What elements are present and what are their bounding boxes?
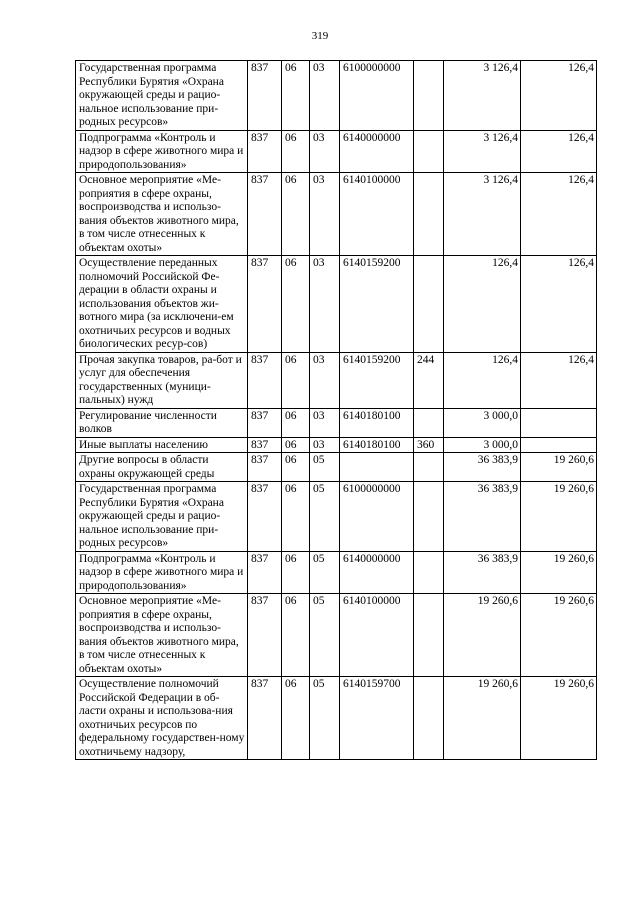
- item-name-cell: Основное мероприятие «Ме-роприятия в сфере охраны, воспроизводства и использо-вания объектов животного мира, в том числе отнесенных к объектам охоты»: [76, 173, 248, 256]
- item-name-cell: Осуществление полномочий Российской Федерации в об-ласти охраны и использова-ния охотничьих ресурсов по федеральному государствен-ному охотничьему надзору,: [76, 677, 248, 760]
- ministry-code-cell: 837: [248, 594, 282, 677]
- amount-cell: 19 260,6: [521, 677, 597, 760]
- subsection-code-cell: 03: [310, 408, 340, 437]
- item-name-cell: Иные выплаты населению: [76, 437, 248, 453]
- expense-type-cell: 244: [414, 352, 444, 408]
- section-code-cell: 06: [282, 482, 310, 552]
- table-row: [76, 408, 597, 437]
- section-code-cell: 06: [282, 437, 310, 453]
- expense-type-cell: [414, 61, 444, 131]
- target-article-cell: 6140000000: [340, 130, 414, 173]
- section-code-cell: 06: [282, 677, 310, 760]
- target-article-cell: 6140180100: [340, 408, 414, 437]
- subsection-code-cell: 03: [310, 256, 340, 353]
- section-code-cell: 06: [282, 453, 310, 482]
- table-row: [76, 61, 597, 131]
- ministry-code-cell: 837: [248, 453, 282, 482]
- table-row: [76, 173, 597, 256]
- ministry-code-cell: 837: [248, 677, 282, 760]
- target-article-cell: [340, 453, 414, 482]
- amount-cell: 19 260,6: [521, 551, 597, 594]
- expense-type-cell: [414, 453, 444, 482]
- amount-cell: 3 126,4: [444, 130, 521, 173]
- item-name-cell: Регулирование численности волков: [76, 408, 248, 437]
- section-code-cell: 06: [282, 594, 310, 677]
- expense-type-cell: [414, 551, 444, 594]
- subsection-code-cell: 05: [310, 677, 340, 760]
- amount-cell: 19 260,6: [521, 453, 597, 482]
- amount-cell: [521, 408, 597, 437]
- amount-cell: 126,4: [444, 352, 521, 408]
- section-code-cell: 06: [282, 173, 310, 256]
- amount-cell: 36 383,9: [444, 453, 521, 482]
- section-code-cell: 06: [282, 352, 310, 408]
- item-name-cell: Прочая закупка товаров, ра-бот и услуг для обеспечения государственных (муници-пальных) нужд: [76, 352, 248, 408]
- expense-type-cell: [414, 482, 444, 552]
- item-name-cell: Подпрограмма «Контроль и надзор в сфере животного мира и природопользования»: [76, 130, 248, 173]
- ministry-code-cell: 837: [248, 256, 282, 353]
- ministry-code-cell: 837: [248, 61, 282, 131]
- expense-type-cell: [414, 256, 444, 353]
- amount-cell: 19 260,6: [521, 482, 597, 552]
- ministry-code-cell: 837: [248, 352, 282, 408]
- subsection-code-cell: 03: [310, 130, 340, 173]
- item-name-cell: Другие вопросы в области охраны окружающей среды: [76, 453, 248, 482]
- ministry-code-cell: 837: [248, 551, 282, 594]
- ministry-code-cell: 837: [248, 482, 282, 552]
- amount-cell: 19 260,6: [444, 594, 521, 677]
- amount-cell: 126,4: [521, 352, 597, 408]
- target-article-cell: 6140159200: [340, 256, 414, 353]
- amount-cell: 19 260,6: [444, 677, 521, 760]
- section-code-cell: 06: [282, 551, 310, 594]
- section-code-cell: 06: [282, 130, 310, 173]
- amount-cell: 19 260,6: [521, 594, 597, 677]
- amount-cell: 36 383,9: [444, 482, 521, 552]
- amount-cell: 3 126,4: [444, 61, 521, 131]
- subsection-code-cell: 05: [310, 594, 340, 677]
- target-article-cell: 6140100000: [340, 173, 414, 256]
- table-row: [76, 677, 597, 760]
- amount-cell: 36 383,9: [444, 551, 521, 594]
- item-name-cell: Подпрограмма «Контроль и надзор в сфере животного мира и природопользования»: [76, 551, 248, 594]
- table-row: [76, 482, 597, 552]
- expense-type-cell: 360: [414, 437, 444, 453]
- target-article-cell: 6140159200: [340, 352, 414, 408]
- ministry-code-cell: 837: [248, 130, 282, 173]
- subsection-code-cell: 03: [310, 173, 340, 256]
- amount-cell: [521, 437, 597, 453]
- target-article-cell: 6100000000: [340, 482, 414, 552]
- ministry-code-cell: 837: [248, 408, 282, 437]
- section-code-cell: 06: [282, 61, 310, 131]
- expense-type-cell: [414, 173, 444, 256]
- table-row: [76, 352, 597, 408]
- target-article-cell: 6140180100: [340, 437, 414, 453]
- subsection-code-cell: 03: [310, 352, 340, 408]
- subsection-code-cell: 03: [310, 437, 340, 453]
- item-name-cell: Государственная программа Республики Бурятия «Охрана окружающей среды и рацио-нальное использование при-родных ресурсов»: [76, 61, 248, 131]
- subsection-code-cell: 03: [310, 61, 340, 131]
- table-row: [76, 551, 597, 594]
- table-row: [76, 453, 597, 482]
- expense-type-cell: [414, 677, 444, 760]
- amount-cell: 126,4: [521, 61, 597, 131]
- subsection-code-cell: 05: [310, 482, 340, 552]
- subsection-code-cell: 05: [310, 453, 340, 482]
- subsection-code-cell: 05: [310, 551, 340, 594]
- expense-type-cell: [414, 130, 444, 173]
- table-row: [76, 437, 597, 453]
- expense-type-cell: [414, 408, 444, 437]
- target-article-cell: 6140000000: [340, 551, 414, 594]
- ministry-code-cell: 837: [248, 437, 282, 453]
- table-row: [76, 256, 597, 353]
- amount-cell: 3 000,0: [444, 408, 521, 437]
- table-row: [76, 594, 597, 677]
- target-article-cell: 6140159700: [340, 677, 414, 760]
- amount-cell: 126,4: [444, 256, 521, 353]
- table-row: [76, 130, 597, 173]
- amount-cell: 126,4: [521, 130, 597, 173]
- amount-cell: 126,4: [521, 256, 597, 353]
- expense-type-cell: [414, 594, 444, 677]
- ministry-code-cell: 837: [248, 173, 282, 256]
- section-code-cell: 06: [282, 256, 310, 353]
- budget-table: [75, 60, 597, 760]
- target-article-cell: 6100000000: [340, 61, 414, 131]
- table-body: [76, 61, 597, 760]
- item-name-cell: Государственная программа Республики Бурятия «Охрана окружающей среды и рацио-нальное использование при-родных ресурсов»: [76, 482, 248, 552]
- item-name-cell: Основное мероприятие «Ме-роприятия в сфере охраны, воспроизводства и использо-вания объектов животного мира, в том числе отнесенных к объектам охоты»: [76, 594, 248, 677]
- amount-cell: 3 126,4: [444, 173, 521, 256]
- amount-cell: 126,4: [521, 173, 597, 256]
- amount-cell: 3 000,0: [444, 437, 521, 453]
- section-code-cell: 06: [282, 408, 310, 437]
- item-name-cell: Осуществление переданных полномочий Российской Фе-дерации в области охраны и использования объектов жи-вотного мира (за исключени-ем охотничьих ресурсов и водных биологических ресур-сов): [76, 256, 248, 353]
- target-article-cell: 6140100000: [340, 594, 414, 677]
- page-number: 319: [311, 30, 329, 42]
